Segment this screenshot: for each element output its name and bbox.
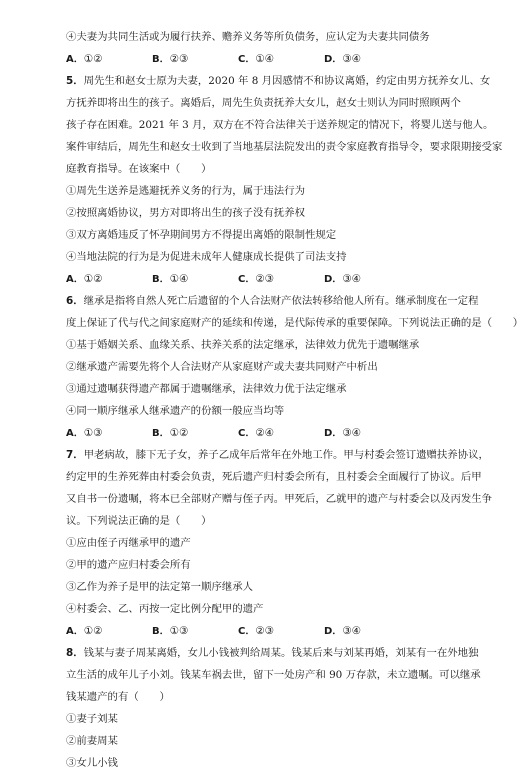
q6-option-a: A．①③ — [66, 427, 103, 439]
q8-number: 8． — [66, 647, 84, 659]
q6-options — [66, 422, 414, 444]
q6-stem-line-1: 6．继承是指将自然人死亡后遗留的个人合法财产依法转移给他人所有。继承制度在一定程 — [66, 295, 479, 307]
q5-option-a: A．①② — [66, 273, 103, 285]
q7-item-3: ③乙作为养子是甲的法定第一顺序继承人 — [66, 581, 254, 593]
q6-item-3: ③通过遗嘱获得遗产都属于遗嘱继承，法律效力优于法定继承 — [66, 383, 347, 395]
q7-stem-line-1: 7．甲老病故，膝下无子女，养子乙成年后常年在外地工作。甲与村委会签订遗赠扶养协议， — [66, 449, 489, 461]
q5-options — [66, 268, 414, 290]
q7-number: 7． — [66, 449, 84, 461]
q5-stem-line-3: 孩子存在困难。2021 年 3 月，双方在不符合法律关于送养规定的情况下，将婴儿送与他人。 — [66, 119, 494, 131]
q7-option-c: C．②③ — [238, 625, 274, 637]
q6-item-1: ①基于婚姻关系、血缘关系、扶养关系的法定继承，法律效力优先于遗嘱继承 — [66, 339, 420, 351]
q5-option-c: C．②③ — [238, 273, 274, 285]
q4-option-b: B．②③ — [152, 53, 189, 65]
q5-option-d: D．③④ — [324, 273, 361, 285]
q7-option-d: D．③④ — [324, 625, 361, 637]
q5-item-2: ②按照离婚协议，男方对即将出生的孩子没有抚养权 — [66, 207, 305, 219]
q7-stem-line-3: 又自书一份遗嘱，将本已全部财产赠与侄子丙。甲死后，乙就甲的遗产与村委会以及丙发生争 — [66, 493, 493, 505]
q4-item-4: ④夫妻为共同生活或为履行扶养、赡养义务等所负债务，应认定为夫妻共同债务 — [66, 31, 430, 43]
q5-stem-line-5: 庭教育指导。在该案中（ ） — [66, 163, 212, 175]
q7-option-a: A．①② — [66, 625, 103, 637]
q6-option-b: B．①② — [152, 427, 189, 439]
q5-stem-line-2: 方抚养即将出生的孩子。离婚后，周先生负责抚养大女儿，赵女士则认为同时照顾两个 — [66, 97, 461, 109]
q4-option-a: A．①② — [66, 53, 103, 65]
q8-stem-line-3: 钱某遗产的有（ ） — [66, 691, 170, 703]
q4-option-d: D．③④ — [324, 53, 361, 65]
q7-options — [66, 620, 414, 642]
q6-option-c: C．②④ — [238, 427, 274, 439]
q8-stem-line-2: 立生活的成年儿子小刘。钱某车祸去世，留下一处房产和 90 万存款，未立遗嘱。可以继承 — [66, 669, 481, 681]
q7-stem-line-2: 约定甲的生养死葬由村委会负责，死后遗产归村委会所有，且村委会全面履行了协议。后甲 — [66, 471, 482, 483]
q6-stem-line-2: 度上保证了代与代之间家庭财产的延续和传递，是代际传承的重要保障。下列说法正确的是（ ） — [66, 317, 523, 329]
q7-item-1: ①应由侄子丙继承甲的遗产 — [66, 537, 191, 549]
q8-stem-line-1: 8．钱某与妻子周某离婚，女儿小钱被判给周某。钱某后来与刘某再婚，刘某有一在外地独 — [66, 647, 479, 659]
q7-item-4: ④村委会、乙、丙按一定比例分配甲的遗产 — [66, 603, 264, 615]
q4-option-c: C．①④ — [238, 53, 274, 65]
q6-item-4: ④同一顺序继承人继承遗产的份额一般应当均等 — [66, 405, 285, 417]
q5-item-1: ①周先生送养是逃避抚养义务的行为，属于违法行为 — [66, 185, 305, 197]
q7-option-b: B．①③ — [152, 625, 189, 637]
q8-item-1: ①妻子刘某 — [66, 713, 118, 725]
q6-number: 6． — [66, 295, 84, 307]
q4-options — [66, 48, 414, 70]
q5-number: 5． — [66, 75, 84, 87]
q5-option-b: B．①④ — [152, 273, 189, 285]
q8-item-3: ③女儿小钱 — [66, 757, 118, 769]
q5-item-4: ④当地法院的行为是为促进未成年人健康成长提供了司法支持 — [66, 251, 347, 263]
q8-item-2: ②前妻周某 — [66, 735, 118, 747]
q6-option-d: D．③④ — [324, 427, 361, 439]
q5-item-3: ③双方离婚违反了怀孕期间男方不得提出离婚的限制性规定 — [66, 229, 337, 241]
q7-stem-line-4: 议。下列说法正确的是（ ） — [66, 515, 212, 527]
q5-stem-line-1: 5．周先生和赵女士原为夫妻，2020 年 8 月因感情不和协议离婚，约定由男方抚养女儿、女 — [66, 75, 491, 87]
q6-item-2: ②继承遗产需要先将个人合法财产从家庭财产或夫妻共同财产中析出 — [66, 361, 378, 373]
q7-item-2: ②甲的遗产应归村委会所有 — [66, 559, 191, 571]
q5-stem-line-4: 案件审结后，周先生和赵女士收到了当地基层法院发出的责令家庭教育指导令，要求限期接受家 — [66, 141, 503, 153]
